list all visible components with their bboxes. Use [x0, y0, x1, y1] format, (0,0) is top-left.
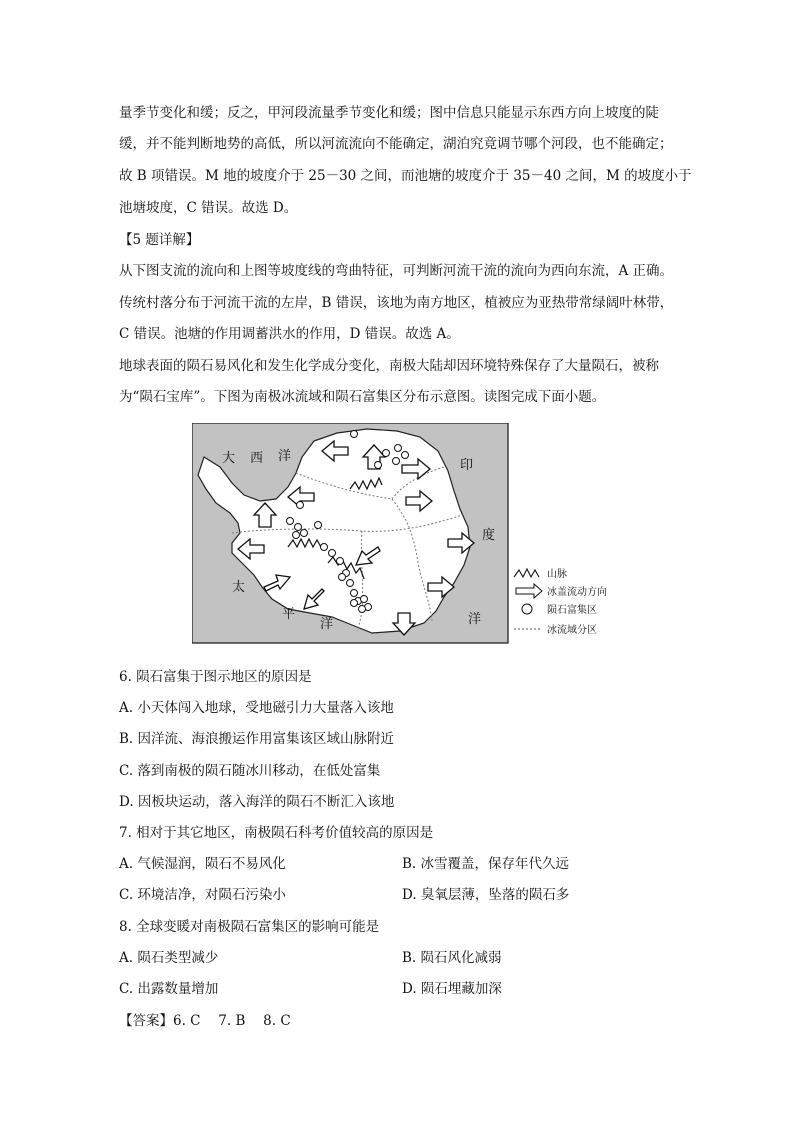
question-stem: 8. 全球变暖对南极陨石富集区的影响可能是	[119, 919, 380, 935]
question-stem: 7. 相对于其它地区，南极陨石科考价值较高的原因是	[119, 825, 434, 841]
map-legend	[514, 567, 607, 636]
legend-label: 冰流域分区	[547, 625, 597, 636]
section-heading: 【5 题详解】	[119, 232, 200, 248]
option-row	[119, 977, 679, 997]
answer-option: C. 环境洁净，对陨石污染小	[119, 887, 286, 903]
flow-direction-legend-icon	[516, 584, 542, 598]
ocean-label: 印	[460, 458, 474, 473]
answer-option: C. 落到南极的陨石随冰川移动，在低处富集	[119, 763, 381, 779]
paragraph-line: 缓，并不能判断地势的高低，所以河流流向不能确定，湖泊究竟调节哪个河段，也不能确定；	[119, 136, 673, 152]
answer-option: A. 陨石类型减少	[119, 950, 219, 966]
answer-option: C. 出露数量增加	[119, 981, 219, 997]
answer-option: B. 冰雪覆盖，保存年代久远	[402, 856, 570, 872]
ocean-label: 洋	[278, 449, 292, 464]
ocean-label: 平	[282, 607, 296, 622]
answer-option: D. 因板块运动，落入海洋的陨石不断汇入该地	[119, 794, 395, 810]
paragraph-line: 从下图支流的流向和上图等坡度线的弯曲特征，可判断河流干流的流向为西向东流，A 正确。	[119, 263, 674, 279]
ocean-label: 洋	[468, 612, 482, 627]
paragraph-line: 故 B 项错误。M 地的坡度介于 25－30 之间，而池塘的坡度介于 35－40 之间，M 的坡度小于	[119, 168, 692, 184]
answer-key: 【答案】6. C 7. B 8. C	[119, 1013, 291, 1029]
paragraph-line: C 错误。池塘的作用调蓄洪水的作用，D 错误。故选 A。	[119, 326, 460, 342]
answer-option: B. 因洋流、海浪搬运作用富集该区域山脉附近	[119, 731, 395, 747]
ocean-label: 西	[250, 451, 264, 466]
answer-option: D. 陨石埋藏加深	[402, 981, 502, 997]
mountain-legend-icon	[514, 569, 539, 577]
legend-label: 陨石富集区	[547, 605, 597, 616]
ocean-label: 度	[482, 528, 496, 543]
ocean-label: 大	[222, 451, 236, 466]
paragraph-line: 地球表面的陨石易风化和发生化学成分变化，南极大陆却因环境特殊保存了大量陨石，被称	[119, 358, 659, 374]
legend-label: 山脉	[547, 569, 567, 580]
ocean-label: 太	[232, 580, 246, 595]
paragraph-line: 池塘坡度，C 错误。故选 D。	[119, 200, 298, 216]
question-stem: 6. 陨石富集于图示地区的原因是	[119, 669, 312, 685]
option-row	[119, 852, 679, 872]
option-row	[119, 946, 679, 966]
answer-option: B. 陨石风化减弱	[402, 950, 502, 966]
option-row	[119, 883, 679, 903]
answer-option: A. 小天体闯入地球，受地磁引力大量落入该地	[119, 700, 394, 716]
paragraph-line: 传统村落分布于河流干流的左岸，B 错误，该地为南方地区，植被应为亚热带常绿阔叶林带，	[119, 295, 674, 311]
antarctica-meteorite-map	[192, 423, 632, 645]
legend-label: 冰盖流动方向	[547, 587, 607, 598]
ocean-label: 洋	[320, 617, 334, 632]
paragraph-line: 量季节变化和缓；反之，甲河段流量季节变化和缓；图中信息只能显示东西方向上坡度的陡	[119, 105, 659, 121]
answer-option: A. 气候湿润，陨石不易风化	[119, 856, 286, 872]
meteorite-zone-legend-icon	[522, 604, 532, 614]
paragraph-line: 为“陨石宝库”。下图为南极冰流域和陨石富集区分布示意图。读图完成下面小题。	[119, 389, 606, 405]
answer-option: D. 臭氧层薄，坠落的陨石多	[402, 887, 570, 903]
